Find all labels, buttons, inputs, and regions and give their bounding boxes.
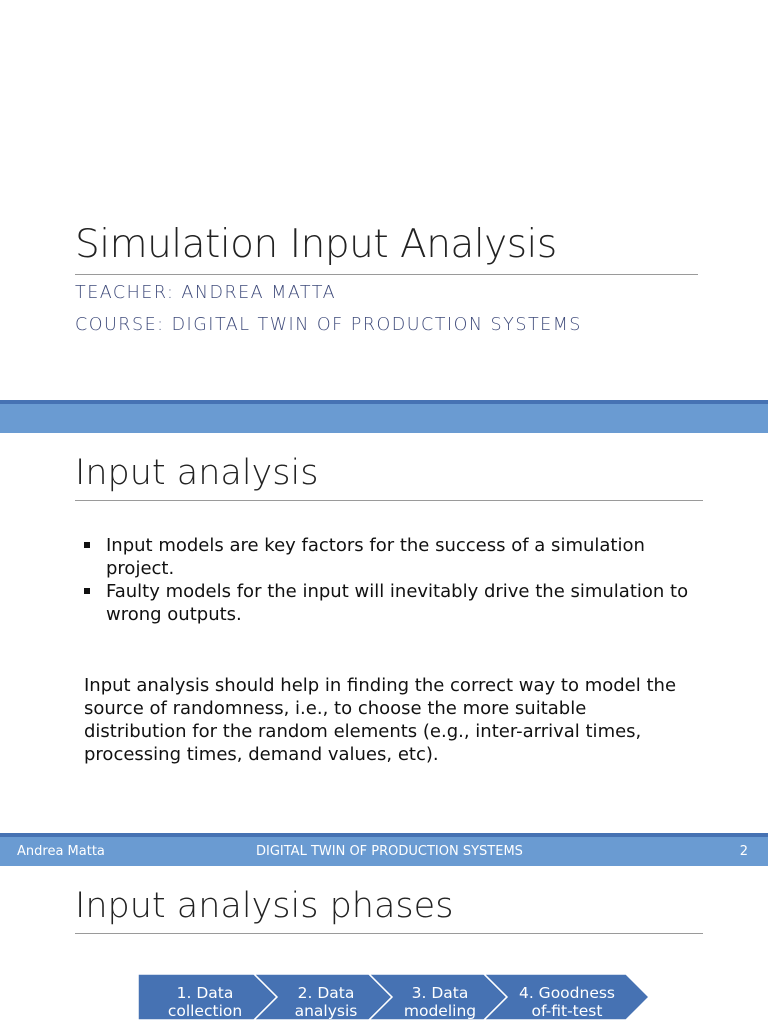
slide-title: Input analysis [75, 453, 319, 493]
phase-3-line1: 3. Data [411, 984, 469, 1002]
title-divider [75, 274, 698, 275]
phase-4-line1: 4. Goodness [518, 984, 616, 1002]
presentation-title: Simulation Input Analysis [75, 222, 557, 267]
body-paragraph: Input analysis should help in finding the correct way to model the source of randomness, i.e., to choose the more suitable distribution for the random elements (e.g., inter-arrival times, processing times, demand values, etc). [84, 675, 677, 765]
footer-page-number: 2 [739, 844, 748, 859]
bullet-item [82, 580, 692, 626]
phase-2-line2: analysis [294, 1002, 358, 1020]
phase-2-label [270, 984, 382, 1020]
phase-1-label [145, 984, 265, 1020]
square-bullet-icon [84, 588, 90, 594]
title-divider [75, 933, 703, 934]
square-bullet-icon [84, 542, 90, 548]
bullet-list [82, 534, 692, 626]
input-analysis-slide [0, 433, 768, 833]
phase-1-line1: 1. Data [176, 984, 234, 1002]
title-slide [0, 0, 768, 400]
phase-3-label [384, 984, 496, 1020]
phases-slide [0, 866, 768, 1024]
phase-4-line2: of-fit-test [531, 1002, 603, 1020]
slide-title: Input analysis phases [75, 886, 454, 926]
phase-1-line2: collection [167, 1002, 243, 1020]
bullet-text: Faulty models for the input will inevitably drive the simulation to wrong outputs. [106, 581, 689, 625]
course-subtitle: COURSE: DIGITAL TWIN OF PRODUCTION SYSTEMS [75, 315, 582, 335]
bullet-text: Input models are key factors for the success of a simulation project. [106, 535, 645, 579]
phase-4-label [500, 984, 634, 1020]
footer-author: Andrea Matta [17, 844, 105, 859]
title-divider [75, 500, 703, 501]
slide-footer [0, 833, 768, 866]
slide-separator-band [0, 400, 768, 433]
bullet-item [82, 534, 692, 580]
phase-2-line1: 2. Data [297, 984, 355, 1002]
phase-3-line2: modeling [403, 1002, 477, 1020]
footer-course: DIGITAL TWIN OF PRODUCTION SYSTEMS [256, 844, 523, 859]
teacher-subtitle: TEACHER: ANDREA MATTA [75, 283, 337, 303]
